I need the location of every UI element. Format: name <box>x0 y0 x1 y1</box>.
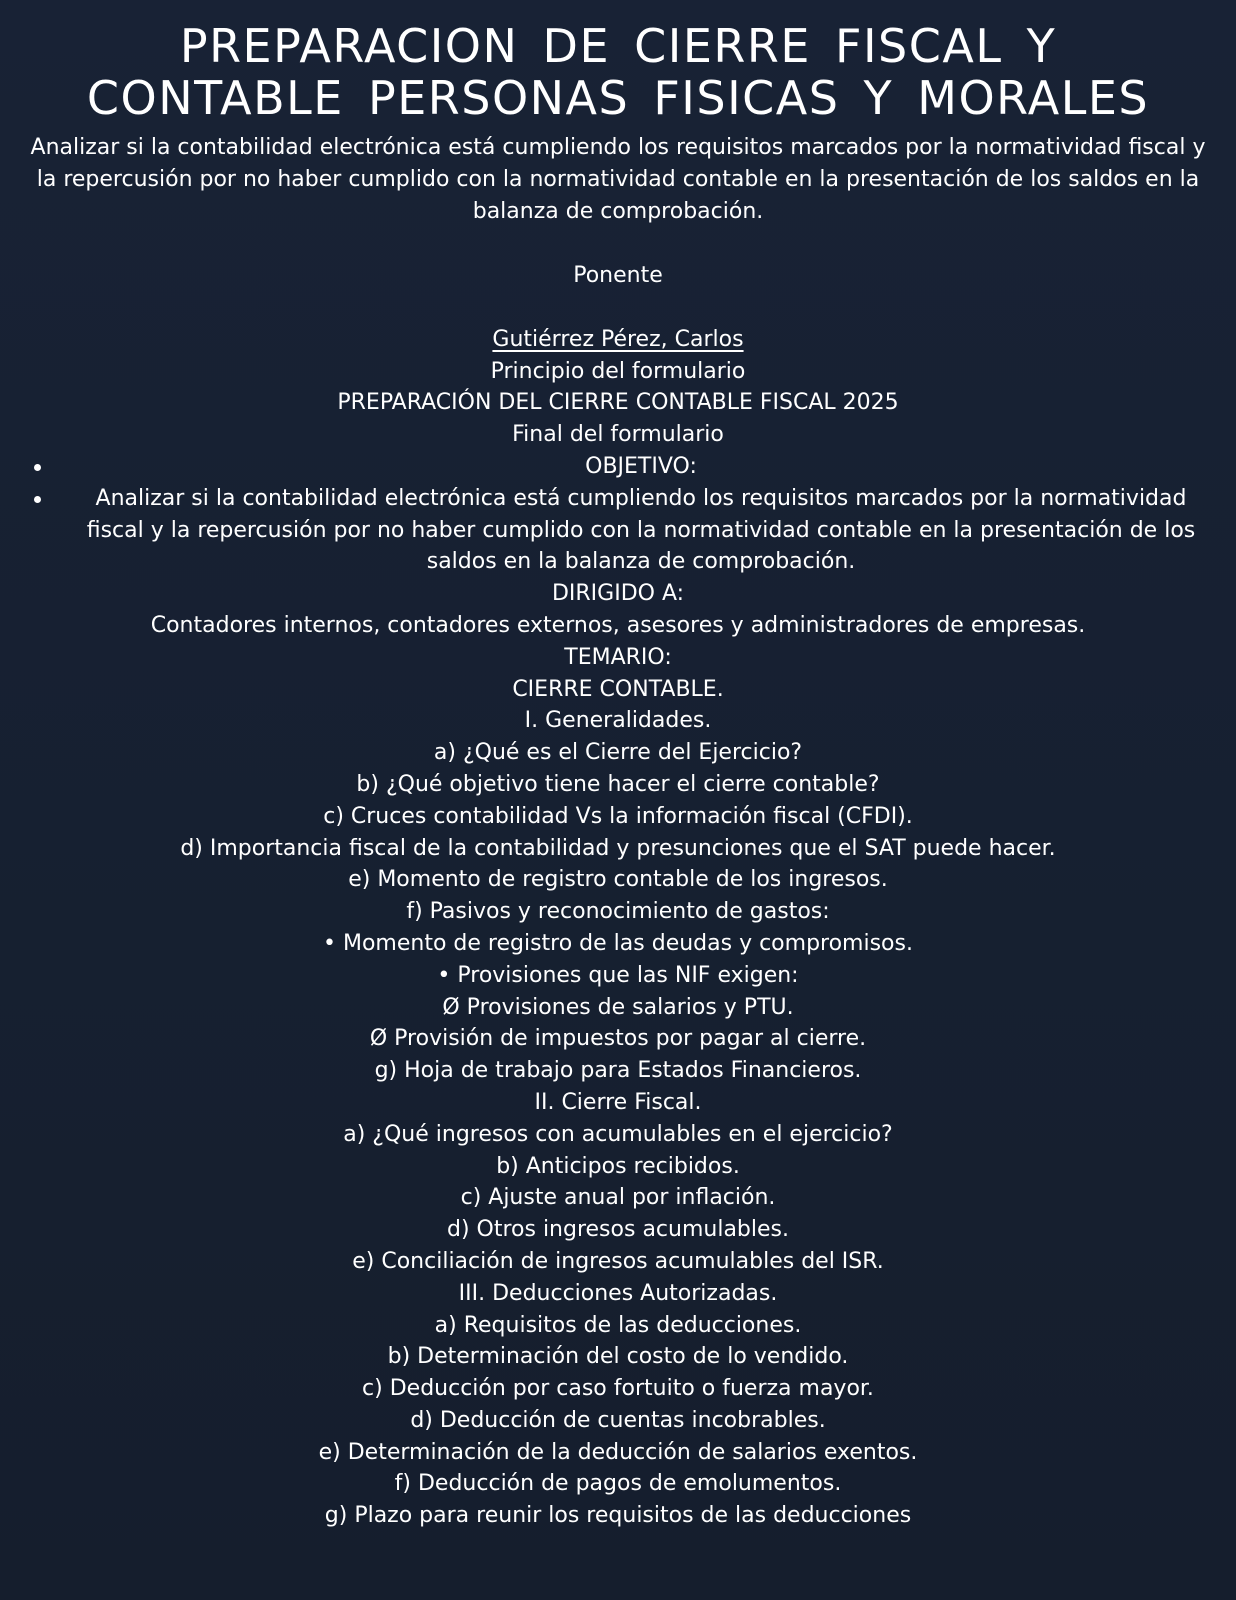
syllabus-item: • Momento de registro de las deudas y compromisos. <box>323 930 913 956</box>
syllabus-item: c) Deducción por caso fortuito o fuerza mayor. <box>362 1376 874 1402</box>
syllabus-item: d) Otros ingresos acumulables. <box>446 1217 789 1243</box>
form-start-label: Principio del formulario <box>490 358 746 384</box>
speaker-name-link[interactable]: Gutiérrez Pérez, Carlos <box>492 326 744 352</box>
objective-text: Analizar si la contabilidad electrónica está cumpliendo los requisitos marcados por la normatividad fiscal y la repercusión por no haber cumplido con la normatividad contable en la presentación de los saldos en la balanza de comprobación. <box>86 485 1196 575</box>
syllabus-item: g) Plazo para reunir los requisitos de las deducciones <box>324 1503 912 1529</box>
syllabus-heading: TEMARIO: <box>564 644 672 670</box>
list-item <box>26 483 1210 578</box>
list-item <box>26 451 1210 483</box>
syllabus-item: b) Determinación del costo de lo vendido. <box>387 1344 849 1370</box>
syllabus-item: f) Pasivos y reconocimiento de gastos: <box>406 899 830 925</box>
syllabus-list <box>26 674 1210 1533</box>
syllabus-item: • Provisiones que las NIF exigen: <box>437 962 799 988</box>
syllabus-item: a) Requisitos de las deducciones. <box>434 1312 802 1338</box>
course-title: PREPARACIÓN DEL CIERRE CONTABLE FISCAL 2025 <box>337 390 899 416</box>
bullet-icon <box>34 496 41 503</box>
syllabus-item: c) Ajuste anual por inflación. <box>460 1185 776 1211</box>
speaker-label: Ponente <box>573 263 663 288</box>
syllabus-item: Ø Provisiones de salarios y PTU. <box>442 994 794 1020</box>
syllabus-item: II. Cierre Fiscal. <box>534 1089 702 1115</box>
syllabus-item: d) Importancia fiscal de la contabilidad y presunciones que el SAT puede hacer. <box>180 835 1056 861</box>
syllabus-item: c) Cruces contabilidad Vs la información fiscal (CFDI). <box>323 803 913 829</box>
spacer <box>26 228 1210 260</box>
syllabus-item: Ø Provisión de impuestos por pagar al cierre. <box>369 1026 867 1052</box>
syllabus-item: f) Deducción de pagos de emolumentos. <box>394 1471 842 1497</box>
spacer <box>26 292 1210 324</box>
form-end-label: Final del formulario <box>512 422 724 448</box>
syllabus-item: e) Conciliación de ingresos acumulables del ISR. <box>352 1248 884 1274</box>
syllabus-item: a) ¿Qué ingresos con acumulables en el ejercicio? <box>343 1121 893 1147</box>
syllabus-item: a) ¿Qué es el Cierre del Ejercicio? <box>433 740 803 766</box>
syllabus-item: e) Determinación de la deducción de salarios exentos. <box>318 1439 918 1465</box>
objective-heading: OBJETIVO: <box>585 453 697 479</box>
syllabus-item: I. Generalidades. <box>524 708 712 734</box>
syllabus-item: b) Anticipos recibidos. <box>496 1153 740 1179</box>
speaker-name-row <box>26 324 1210 356</box>
page-title-line-2: CONTABLE PERSONAS FISICAS Y MORALES <box>86 71 1150 125</box>
audience-heading: DIRIGIDO A: <box>551 581 685 607</box>
syllabus-item: b) ¿Qué objetivo tiene hacer el cierre contable? <box>356 771 880 797</box>
syllabus-item: III. Deducciones Autorizadas. <box>458 1280 778 1306</box>
syllabus-item: d) Deducción de cuentas incobrables. <box>410 1407 826 1433</box>
syllabus-item: g) Hoja de trabajo para Estados Financieros. <box>374 1058 862 1084</box>
page-title-line-1: PREPARACION DE CIERRE FISCAL Y <box>179 19 1057 73</box>
objective-list <box>26 451 1210 578</box>
audience-text: Contadores internos, contadores externos, asesores y administradores de empresas. <box>150 612 1086 638</box>
syllabus-item: e) Momento de registro contable de los ingresos. <box>348 867 888 893</box>
course-summary: Analizar si la contabilidad electrónica está cumpliendo los requisitos marcados por la normatividad fiscal y la repercusión por no haber cumplido con la normatividad contable en la presentación de los saldos en la balanza de comprobación. <box>30 135 1206 224</box>
page-title <box>26 20 1210 124</box>
bullet-icon <box>34 464 41 471</box>
syllabus-item: CIERRE CONTABLE. <box>512 676 724 702</box>
